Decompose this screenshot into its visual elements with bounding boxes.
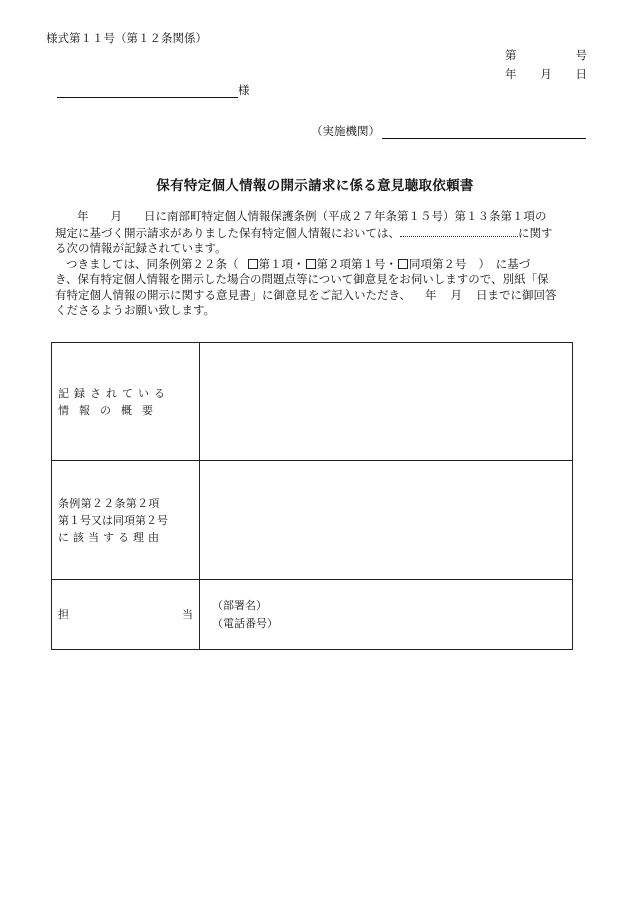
doc-no-suffix: 号 (575, 48, 587, 62)
table-row (52, 343, 573, 461)
agency-blank (382, 124, 586, 139)
checkbox-item2-1[interactable] (306, 259, 316, 269)
date-year: 年 (505, 67, 517, 81)
table-row (52, 580, 573, 650)
info-blank (400, 225, 518, 237)
value-contact[interactable] (200, 580, 573, 650)
document-title: 保有特定個人情報の開示請求に係る意見聴取依頼書 (156, 178, 474, 194)
value-reason[interactable] (200, 461, 573, 580)
body-line: 規定に基づく開示請求がありました保有特定個人情報においては、 に関す (55, 225, 553, 240)
table-row (52, 461, 573, 580)
phone-label: （電話番号） (212, 616, 278, 630)
form-number: 様式第１１号（第１２条関係） (46, 31, 207, 45)
agency-label: （実施機関） (311, 124, 380, 138)
addressee (57, 82, 250, 98)
body-line: 有特定個人情報の開示に関する意見書」に御意見をご記入いただき、 年 月 日までに御回答 (55, 287, 557, 302)
checkbox-item1[interactable] (248, 259, 258, 269)
label-contact: 担 当 (52, 580, 200, 650)
label-recorded-info: 記録されている 情報の概要 (52, 343, 200, 461)
body-line: 年 月 日に南部町特定個人情報保護条例（平成２７年条第１５号）第１３条第１項の (77, 209, 547, 223)
document-date (505, 66, 587, 82)
body-line: き、保有特定個人情報を開示した場合の問題点等について御意見をお伺いしますので、別紙「保 (55, 272, 549, 286)
value-recorded-info[interactable] (200, 343, 573, 461)
body-text (55, 209, 580, 319)
addressee-blank (57, 83, 238, 98)
date-month: 月 (540, 67, 552, 81)
agency (311, 123, 586, 139)
body-line: つきましては、同条例第２２条（ 第１項・ 第２項第１号・ 同項第２号 ） に基づ (66, 256, 531, 271)
checkbox-item2-2[interactable] (398, 259, 408, 269)
addressee-suffix: 様 (238, 83, 250, 97)
body-line: る次の情報が記録されています。 (55, 241, 227, 255)
label-reason: 条例第２２条第２項 第１号又は同項第２号 に該当する理由 (52, 461, 200, 580)
date-day: 日 (575, 67, 587, 81)
dept-label: （部署名） (212, 598, 267, 612)
body-line: くださるようお願い致します。 (55, 303, 216, 317)
info-table (51, 342, 573, 650)
document-number (505, 47, 587, 63)
doc-no-label: 第 (505, 48, 517, 62)
